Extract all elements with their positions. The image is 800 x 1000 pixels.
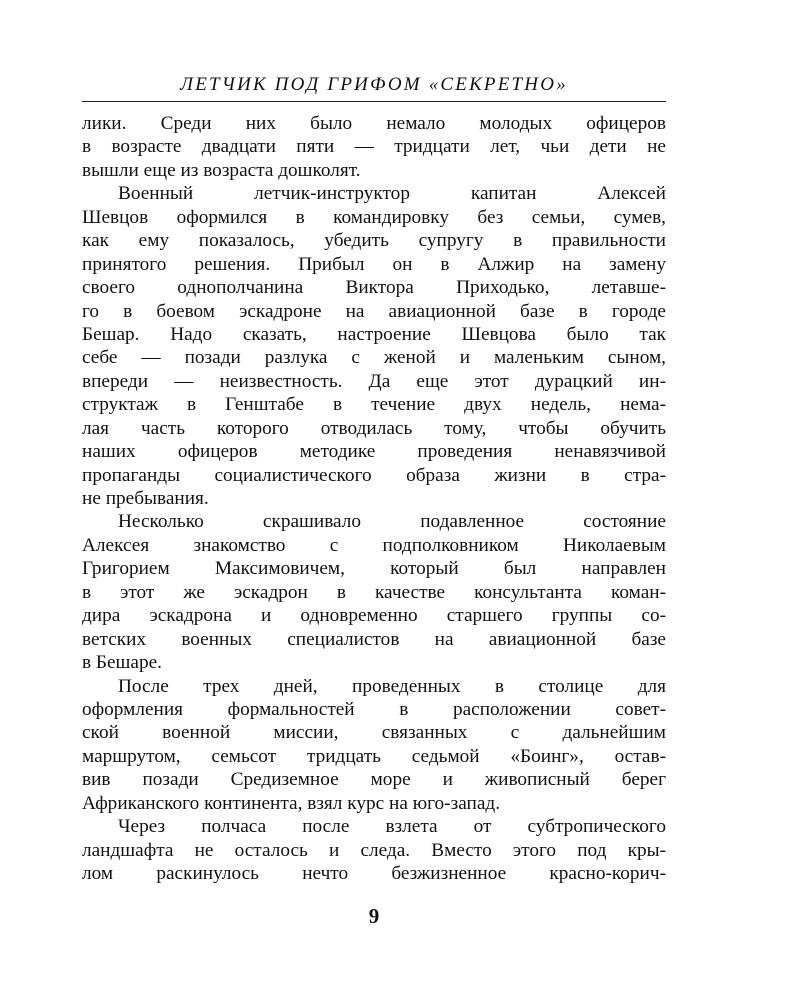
page-number: 9 (368, 904, 380, 928)
text-line: в возрасте двадцати пяти — тридцати лет, чьи дети не (82, 136, 666, 158)
text-line: ландшафта не осталось и следа. Вместо этого под кры- (82, 839, 666, 861)
text-line: лики. Среди них было немало молодых офицеров (82, 113, 666, 134)
text-line: своего однополчанина Виктора Приходько, летавше- (82, 277, 666, 299)
text-line: Бешар. Надо сказать, настроение Шевцова было так (82, 323, 666, 345)
paragraph-first-line: Несколько скрашивало подавленное состояние (118, 511, 666, 533)
text-line: структаж в Генштабе в течение двух недель, нема- (82, 394, 666, 416)
text-line: лом раскинулось нечто безжизненное красно-корич- (82, 863, 666, 884)
paragraph-first-line: Через полчаса после взлета от субтропического (118, 816, 666, 838)
paragraph-first-line: После трех дней, проведенных в столице для (118, 675, 666, 697)
text-line: в Бешаре. (82, 652, 162, 674)
text-line: Алексея знакомство с подполковником Николаевым (82, 534, 666, 556)
text-line: пропаганды социалистического образа жизни в стра- (82, 464, 666, 486)
text-line: наших офицеров методике проведения ненавязчивой (82, 441, 666, 463)
text-line: принятого решения. Прибыл он в Алжир на замену (82, 253, 666, 275)
text-line: вышли еще из возраста дошколят. (82, 159, 361, 181)
text-line: не пребывания. (82, 488, 209, 509)
text-line: как ему показалось, убедить супругу в правильности (82, 230, 666, 252)
text-line: в этот же эскадрон в качестве консультанта коман- (82, 581, 666, 603)
text-line: маршрутом, семьсот тридцать седьмой «Боинг», остав- (82, 745, 666, 767)
page-body (82, 112, 666, 885)
text-line: Шевцов оформился в командировку без семьи, сумев, (82, 206, 666, 228)
text-line: себе — позади разлука с женой и маленьким сыном, (82, 347, 666, 369)
text-line: ской военной миссии, связанных с дальнейшим (82, 722, 666, 744)
header-rule (82, 101, 666, 102)
text-line: впереди — неизвестность. Да еще этот дурацкий ин- (82, 370, 666, 392)
text-line: оформления формальностей в расположении совет- (82, 698, 666, 720)
text-line: дира эскадрона и одновременно старшего группы со- (82, 605, 666, 627)
text-line: Африканского континента, взял курс на юго-запад. (82, 792, 501, 814)
running-title: ЛЕТЧИК ПОД ГРИФОМ «СЕКРЕТНО» (180, 74, 568, 95)
text-line: лая часть которого отводилась тому, чтобы обучить (82, 417, 666, 439)
paragraph-first-line: Военный летчик-инструктор капитан Алексей (118, 183, 666, 205)
text-line: Григорием Максимовичем, который был направлен (82, 558, 666, 580)
text-line: го в боевом эскадроне на авиационной базе в городе (82, 300, 666, 322)
text-line: вив позади Средиземное море и живописный берег (82, 769, 666, 791)
text-line: ветских военных специалистов на авиационной базе (82, 628, 666, 650)
